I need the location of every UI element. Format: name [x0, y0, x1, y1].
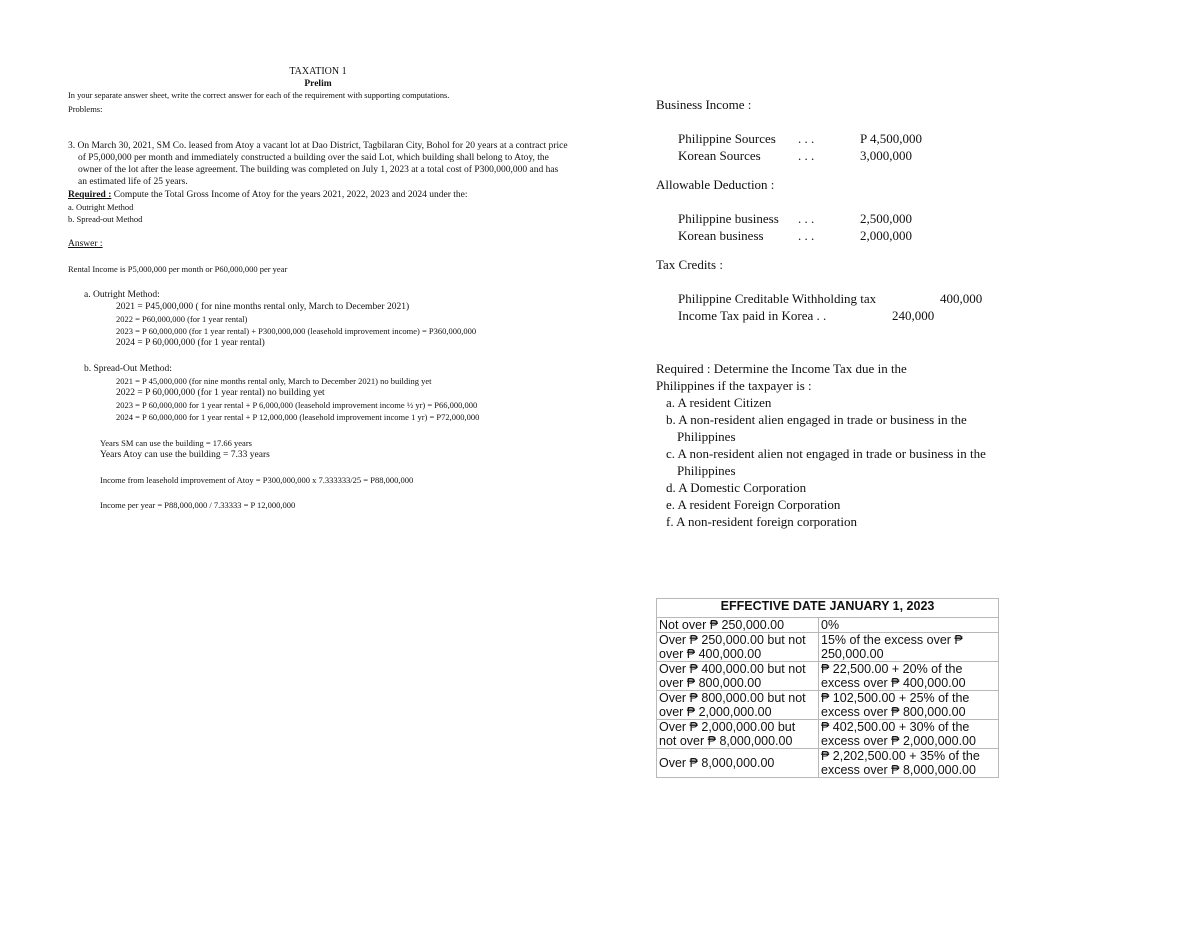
outright-label: a. Outright Method:	[84, 289, 160, 300]
years-atoy: Years Atoy can use the building = 7.33 years	[100, 449, 270, 460]
option-item: e. A resident Foreign Corporation	[666, 497, 841, 512]
tc-value: 240,000	[892, 308, 935, 323]
income-per-year: Income per year = P88,000,000 / 7.33333 = P 12,000,000	[100, 500, 296, 511]
ad-value: 2,500,000	[860, 211, 912, 226]
answer-label: Answer :	[68, 239, 103, 250]
ad-dots: . . .	[798, 211, 815, 226]
bi-dots: . . .	[798, 131, 815, 146]
table-row	[657, 720, 999, 749]
bi-row	[678, 147, 1016, 164]
allowable-heading: Allowable Deduction :	[656, 177, 775, 192]
outright-line: 2024 = P 60,000,000 (for 1 year rental)	[116, 338, 265, 349]
tc-label: Income Tax paid in Korea . .	[678, 308, 827, 323]
table-header: EFFECTIVE DATE JANUARY 1, 2023	[657, 599, 999, 618]
rate-cell: ₱ 402,500.00 + 30% of the excess over ₱ 2,000,000.00	[819, 720, 999, 749]
tc-row	[678, 307, 1016, 324]
business-income-heading: Business Income :	[656, 97, 752, 112]
table-row	[657, 691, 999, 720]
rate-cell: ₱ 22,500.00 + 20% of the excess over ₱ 400,000.00	[819, 662, 999, 691]
bi-dots: . . .	[798, 148, 815, 163]
option-item: a. A resident Citizen	[666, 395, 772, 410]
tc-row	[678, 290, 1016, 307]
option-item: d. A Domestic Corporation	[666, 480, 807, 495]
ad-label: Philippine business	[678, 211, 779, 226]
outright-section	[68, 289, 568, 350]
range-cell: Over ₱ 250,000.00 but not over ₱ 400,000.00	[657, 633, 819, 662]
tc-label: Philippine Creditable Withholding tax	[678, 291, 877, 306]
doc-subtitle: Prelim	[304, 79, 332, 90]
rate-cell: ₱ 2,202,500.00 + 35% of the excess over ₱ 8,000,000.00	[819, 749, 999, 778]
rate-cell: 15% of the excess over ₱ 250,000.00	[819, 633, 999, 662]
instruction: In your separate answer sheet, write the correct answer for each of the requirement with supporting computations.	[68, 91, 450, 101]
problem-text: 3. On March 30, 2021, SM Co. leased from Atoy a vacant lot at Dao District, Tagbilaran City, Bohol for 20 years at a contract price of P5,000,000 per month and immediately constructed a building over the said Lot, which building shall belong to Atoy, the owner of the lot after the lease agreement. The building was completed on July 1, 2023 at a total cost of P300,000,000 and has an estimated life of 25 years.	[68, 140, 568, 188]
range-cell: Over ₱ 8,000,000.00	[657, 749, 819, 778]
outright-line: 2022 = P60,000,000 (for 1 year rental)	[116, 314, 248, 325]
problems-label: Problems:	[68, 103, 103, 114]
tc-value: 400,000	[940, 291, 983, 306]
option-item: c. A non-resident alien not engaged in trade or business in the Philippines	[666, 446, 986, 478]
bi-row	[678, 130, 1016, 147]
required-text: Compute the Total Gross Income of Atoy for the years 2021, 2022, 2023 and 2024 under the:	[113, 189, 468, 200]
doc-title: TAXATION 1	[289, 66, 347, 77]
range-cell: Over ₱ 800,000.00 but not over ₱ 2,000,000.00	[657, 691, 819, 720]
range-cell: Not over ₱ 250,000.00	[657, 618, 819, 633]
spread-line: 2022 = P 60,000,000 (for 1 year rental) no building yet	[116, 388, 325, 399]
left-document	[68, 66, 568, 511]
required-label: Required :	[68, 189, 112, 200]
spread-line: 2023 = P 60,000,000 for 1 year rental + P 6,000,000 (leasehold improvement income ½ yr) = P66,000,000	[116, 400, 478, 411]
spread-section	[68, 363, 568, 424]
spread-line: 2021 = P 45,000,000 (for nine months rental only, March to December 2021) no building yet	[116, 375, 432, 386]
tax-credits-heading: Tax Credits :	[656, 257, 723, 272]
right-document	[656, 96, 1016, 530]
range-cell: Over ₱ 400,000.00 but not over ₱ 800,000.00	[657, 662, 819, 691]
outright-line: 2023 = P 60,000,000 (for 1 year rental) + P300,000,000 (leasehold improvement income) = P360,000,000	[116, 326, 477, 337]
outright-line: 2021 = P45,000,000 ( for nine months rental only, March to December 2021)	[116, 301, 410, 312]
rate-cell: 0%	[819, 618, 999, 633]
ad-value: 2,000,000	[860, 228, 912, 243]
required-question: Required : Determine the Income Tax due in the Philippines if the taxpayer is :	[656, 361, 907, 393]
table-row	[657, 633, 999, 662]
required-line	[68, 189, 568, 201]
income-leasehold: Income from leasehold improvement of Atoy = P300,000,000 x 7.333333/25 = P88,000,000	[100, 475, 414, 486]
table-row	[657, 749, 999, 778]
spread-line: 2024 = P 60,000,000 for 1 year rental + P 12,000,000 (leasehold improvement income 1 yr) = P72,000,000	[116, 412, 480, 423]
option-item: b. A non-resident alien engaged in trade or business in the Philippines	[666, 412, 967, 444]
option-item: f. A non-resident foreign corporation	[666, 514, 857, 529]
ad-row	[678, 227, 1016, 244]
ad-row	[678, 210, 1016, 227]
range-cell: Over ₱ 2,000,000.00 but not over ₱ 8,000,000.00	[657, 720, 819, 749]
ad-dots: . . .	[798, 228, 815, 243]
req-a: a. Outright Method	[68, 201, 134, 212]
years-block	[68, 437, 568, 461]
rate-cell: ₱ 102,500.00 + 25% of the excess over ₱ 800,000.00	[819, 691, 999, 720]
years-sm: Years SM can use the building = 17.66 years	[100, 437, 252, 448]
ad-label: Korean business	[678, 228, 764, 243]
bi-value: 3,000,000	[860, 148, 912, 163]
bi-label: Korean Sources	[678, 148, 761, 163]
req-b: b. Spread-out Method	[68, 214, 143, 225]
table-row	[657, 618, 999, 633]
tax-rate-table	[656, 598, 999, 778]
bi-label: Philippine Sources	[678, 131, 776, 146]
spread-label: b. Spread-Out Method:	[84, 363, 172, 374]
taxpayer-options	[656, 394, 1006, 530]
table-row	[657, 662, 999, 691]
bi-value: P 4,500,000	[860, 131, 922, 146]
rental-income: Rental Income is P5,000,000 per month or P60,000,000 per year	[68, 264, 288, 275]
